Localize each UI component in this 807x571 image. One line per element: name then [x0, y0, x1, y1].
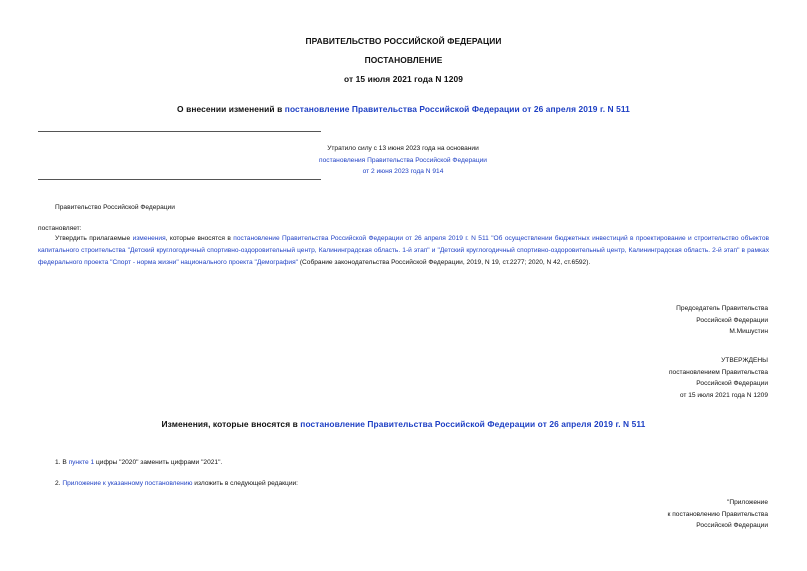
amended-decree-link[interactable]: постановление Правительства Российской Федерации от 26 апреля 2019 г. N 511 [284, 104, 630, 114]
appendix-line2: к постановлению Правительства [667, 510, 768, 518]
document-date: от 15 июля 2021 года N 1209 [344, 74, 463, 84]
item2-text-a: 2. [55, 480, 63, 487]
repealing-decree-date-link[interactable]: от 2 июня 2023 года N 914 [362, 168, 444, 176]
changes-title [0, 419, 807, 429]
paragraph-text-b: , которые вносятся в [165, 235, 234, 242]
change-item-2 [55, 478, 298, 490]
appendix-link[interactable]: Приложение к указанному постановлению [62, 480, 193, 487]
signature-line2: Российской Федерации [696, 316, 768, 324]
change-item-1 [55, 457, 222, 469]
decree-511-link[interactable]: постановление Правительства Российской Федерации от 26 апреля 2019 г. N 511 "Об осуществлении бюджетных инвестиций в проектирование и строительство объектов капитального строительства "Детский круглогодичный спортивно-оздоровительный центр, Калининградская область. 1-й этап" и "Детский круглогодичный спортивно-оздоровительный центр, Калининградская область. 2-й этап" в рамках федерального проекта "Спорт - норма жизни" национального проекта "Демография" [38, 235, 769, 266]
changes-title-prefix: Изменения, которые вносятся в [161, 419, 301, 429]
title-prefix: О внесении изменений в [177, 104, 285, 114]
paragraph-text-a: Утвердить прилагаемые [55, 235, 133, 242]
repeal-notice [300, 143, 506, 178]
signature-line3: М.Мишустин [729, 328, 768, 336]
approval-line3: Российской Федерации [696, 380, 768, 388]
divider-bottom [38, 179, 321, 180]
paragraph-1-link[interactable]: пункте 1 [68, 459, 95, 466]
approval-line4: от 15 июля 2021 года N 1209 [679, 392, 768, 400]
approval-line1: УТВЕРЖДЕНЫ [721, 357, 768, 364]
approval-line2: постановлением Правительства [668, 368, 768, 376]
item1-text-a: 1. В [55, 459, 69, 466]
appendix-block [668, 497, 769, 532]
approval-block [669, 355, 768, 402]
divider-top [38, 131, 321, 132]
repeal-notice-line1: Утратило силу с 13 июня 2023 года на основании [327, 145, 479, 152]
item1-text-b: цифры "2020" заменить цифрами "2021". [94, 459, 223, 466]
changes-decree-link[interactable]: постановление Правительства Российской Федерации от 26 апреля 2019 г. N 511 [300, 419, 646, 429]
repealing-decree-link[interactable]: постановления Правительства Российской Федерации [319, 156, 487, 164]
appendix-line3: Российской Федерации [696, 522, 768, 530]
changes-link[interactable]: изменения [132, 235, 166, 242]
appendix-line1: "Приложение [726, 499, 768, 506]
signature-block [676, 303, 768, 338]
document-title [0, 104, 807, 114]
government-heading: ПРАВИТЕЛЬСТВО РОССИЙСКОЙ ФЕДЕРАЦИИ [305, 36, 502, 46]
item2-text-b: изложить в следующей редакции: [192, 480, 299, 487]
preamble-decides: постановляет: [38, 225, 82, 232]
paragraph-text-c: (Собрание законодательства Российской Федерации, 2019, N 19, ст.2277; 2020, N 42, ст.6592). [298, 258, 591, 266]
signature-line1: Председатель Правительства [676, 305, 768, 312]
preamble-government: Правительство Российской Федерации [55, 204, 175, 211]
document-type: ПОСТАНОВЛЕНИЕ [364, 55, 443, 65]
decree-paragraph [38, 233, 769, 268]
